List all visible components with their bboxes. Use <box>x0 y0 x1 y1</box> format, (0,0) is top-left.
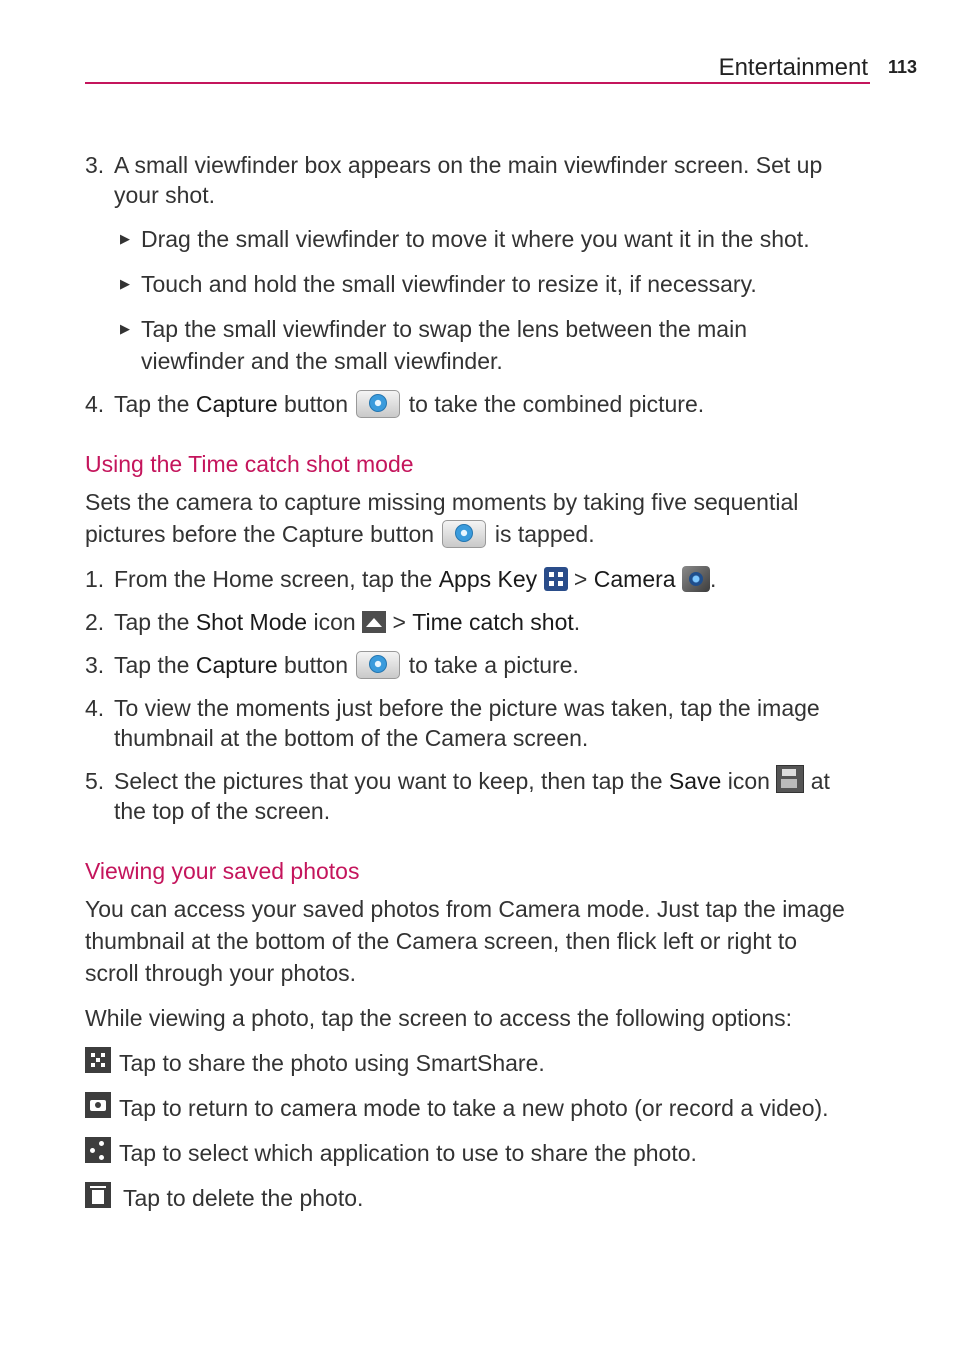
shot-mode-icon <box>362 611 386 633</box>
step-text: thumbnail at the bottom of the Camera screen. <box>114 725 589 751</box>
camera-app-icon <box>682 566 710 592</box>
delete-icon <box>85 1182 111 1208</box>
paragraph-text: pictures before the Capture button is tapped. <box>85 521 595 547</box>
option-text: Tap to return to camera mode to take a new photo (or record a video). <box>119 1095 829 1121</box>
share-icon <box>85 1137 111 1163</box>
paragraph-text: scroll through your photos. <box>85 960 357 986</box>
step-text: Tap the Capture button to take the combined picture. <box>114 391 705 417</box>
option-text: Tap to delete the photo. <box>123 1185 364 1211</box>
step-text: Select the pictures that you want to keep, then tap the Save icon at <box>114 766 830 797</box>
step-number: 4. <box>85 391 105 417</box>
step-text: To view the moments just before the picture was taken, tap the image <box>114 695 820 721</box>
step-number: 1. <box>85 566 105 592</box>
section-heading: Using the Time catch shot mode <box>85 451 414 477</box>
bullet-text: Drag the small viewfinder to move it where you want it in the shot. <box>141 226 810 252</box>
capture-button-icon <box>356 390 400 418</box>
step-number: 3. <box>85 152 105 178</box>
bullet-text: viewfinder and the small viewfinder. <box>141 348 503 374</box>
capture-button-icon <box>356 651 400 679</box>
step-text: Tap the Shot Mode icon > Time catch shot. <box>114 609 581 635</box>
bullet-arrow-icon: ▶ <box>120 231 130 246</box>
bullet-text: Tap the small viewfinder to swap the lens between the main <box>141 316 747 342</box>
page-number: 113 <box>888 57 918 77</box>
paragraph-text: Sets the camera to capture missing moments by taking five sequential <box>85 489 799 515</box>
paragraph-text: You can access your saved photos from Camera mode. Just tap the image <box>85 896 845 922</box>
section-title: Entertainment <box>718 54 868 81</box>
step-text: A small viewfinder box appears on the main viewfinder screen. Set up <box>114 152 823 178</box>
bullet-arrow-icon: ▶ <box>120 276 130 291</box>
bullet-text: Touch and hold the small viewfinder to resize it, if necessary. <box>141 271 757 297</box>
bullet-arrow-icon: ▶ <box>120 321 130 336</box>
step-text: From the Home screen, tap the Apps Key > Camera . <box>114 566 717 592</box>
section-heading: Viewing your saved photos <box>85 858 360 884</box>
paragraph-text: While viewing a photo, tap the screen to access the following options: <box>85 1005 793 1031</box>
option-text: Tap to share the photo using SmartShare. <box>119 1050 545 1076</box>
paragraph-text: thumbnail at the bottom of the Camera screen, then flick left or right to <box>85 928 798 954</box>
smartshare-icon <box>85 1047 111 1073</box>
step-text: Tap the Capture button to take a picture. <box>114 652 579 678</box>
page-header <box>85 52 870 84</box>
option-text: Tap to select which application to use to share the photo. <box>119 1140 697 1166</box>
save-icon <box>776 765 804 793</box>
step-number: 5. <box>85 768 105 794</box>
step-number: 2. <box>85 609 105 635</box>
apps-key-icon <box>544 567 568 591</box>
step-number: 4. <box>85 695 105 721</box>
capture-label: Capture <box>195 391 278 417</box>
step-number: 3. <box>85 652 105 678</box>
step-text: your shot. <box>114 182 215 208</box>
capture-button-icon <box>442 520 486 548</box>
camera-icon <box>85 1092 111 1118</box>
step-text: the top of the screen. <box>114 798 331 824</box>
